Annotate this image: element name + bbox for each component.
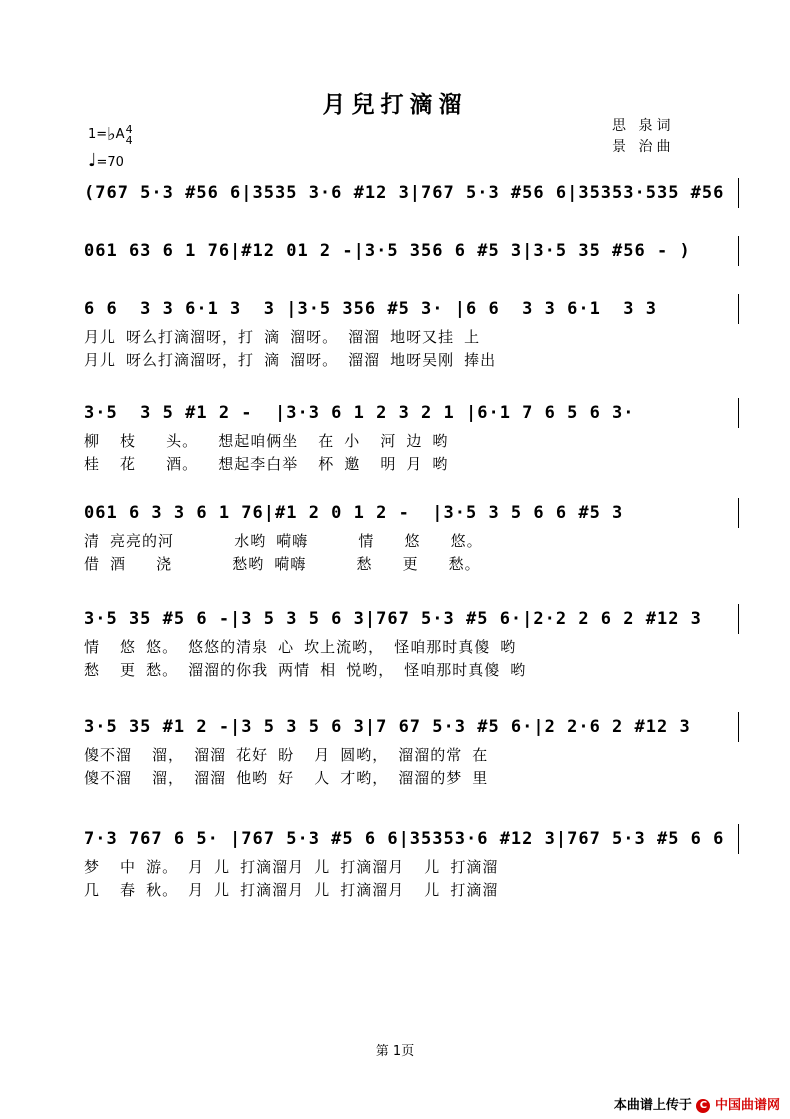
flat-symbol: ♭ [107, 124, 116, 145]
lyrics-verse-2: 傻不溜 溜， 溜溜 他哟 好 人 才哟， 溜溜的梦 里 [84, 769, 489, 787]
footer-watermark [614, 1094, 780, 1113]
lyrics-verse-2: 愁 更 愁。 溜溜的你我 两情 相 悦哟， 怪咱那时真傻 哟 [84, 661, 527, 679]
barline [738, 398, 739, 428]
site-logo-icon: C [696, 1099, 710, 1113]
notation-line: 3·5 35 #1 2 -|3 5 3 5 6 3|7 67 5·3 #5 6·|2 2·6 2 #12 3 [84, 717, 691, 737]
composer-credit: 景 治曲 [612, 139, 675, 155]
lyrics-verse-1: 柳 枝 头。 想起咱俩坐 在 小 河 边 哟 [84, 432, 449, 450]
lyrics-verse-2: 几 春 秋。 月 儿 打滴溜月 儿 打滴溜月 儿 打滴溜 [84, 881, 499, 899]
notation-line: 7·3 767 6 5· |767 5·3 #5 6 6|35353·6 #12 3|767 5·3 #5 6 6 [84, 829, 725, 849]
footer-text: 本曲谱上传于 [613, 1098, 692, 1113]
time-bottom: 4 [125, 133, 133, 147]
credits [612, 116, 674, 158]
tempo-marking [88, 150, 124, 171]
key-signature [88, 122, 133, 146]
site-logo-text: 中国曲谱网 [714, 1098, 780, 1113]
notation-line: (767 5·3 #56 6|3535 3·6 #12 3|767 5·3 #56 6|35353·535 #56 [84, 183, 725, 203]
barline [738, 498, 739, 528]
lyrics-verse-2: 借 酒 浇 愁哟 嗬嗨 愁 更 愁。 [84, 555, 481, 573]
notation-line: 3·5 3 5 #1 2 - |3·3 6 1 2 3 2 1 |6·1 7 6 5 6 3· [84, 403, 635, 423]
page-number: 第 1页 [375, 1044, 415, 1059]
notation-line: 3·5 35 #5 6 -|3 5 3 5 6 3|767 5·3 #5 6·|2·2 2 6 2 #12 3 [84, 609, 702, 629]
notation-line: 6 6 3 3 6·1 3 3 |3·5 356 #5 3· |6 6 3 3 6·1 3 3 [84, 299, 657, 319]
notation-line: 061 63 6 1 76|#12 01 2 -|3·5 356 6 #5 3|3·5 35 #56 - ) [84, 241, 691, 261]
lyrics-verse-2: 桂 花 酒。 想起李白举 杯 邀 明 月 哟 [84, 455, 449, 473]
time-signature [126, 124, 133, 146]
lyrics-verse-1: 梦 中 游。 月 儿 打滴溜月 儿 打滴溜月 儿 打滴溜 [84, 858, 499, 876]
barline [738, 824, 739, 854]
barline [738, 178, 739, 208]
lyrics-verse-1: 月儿 呀么打滴溜呀，打 滴 溜呀。 溜溜 地呀又挂 上 [84, 328, 481, 346]
quarter-note-icon: ♩ [88, 150, 97, 171]
barline [738, 236, 739, 266]
key-letter: A [115, 127, 125, 142]
lyrics-verse-1: 情 悠 悠。 悠悠的清泉 心 坎上流哟， 怪咱那时真傻 哟 [84, 638, 517, 656]
barline [738, 294, 739, 324]
song-title: 月兒打滴溜 [322, 91, 468, 118]
key-prefix: 1= [88, 127, 108, 142]
barline [738, 604, 739, 634]
barline [738, 712, 739, 742]
notation-line: 061 6 3 3 6 1 76|#1 2 0 1 2 - |3·5 3 5 6 6 #5 3 [84, 503, 624, 523]
time-top: 4 [125, 122, 133, 136]
tempo-value: =70 [96, 155, 124, 170]
lyrics-verse-2: 月儿 呀么打滴溜呀，打 滴 溜呀。 溜溜 地呀吴刚 捧出 [84, 351, 497, 369]
lyrics-verse-1: 傻不溜 溜， 溜溜 花好 盼 月 圆哟， 溜溜的常 在 [84, 746, 489, 764]
lyricist-credit: 思 泉词 [612, 118, 675, 134]
lyrics-verse-1: 清 亮亮的河 水哟 嗬嗨 情 悠 悠。 [84, 532, 483, 550]
